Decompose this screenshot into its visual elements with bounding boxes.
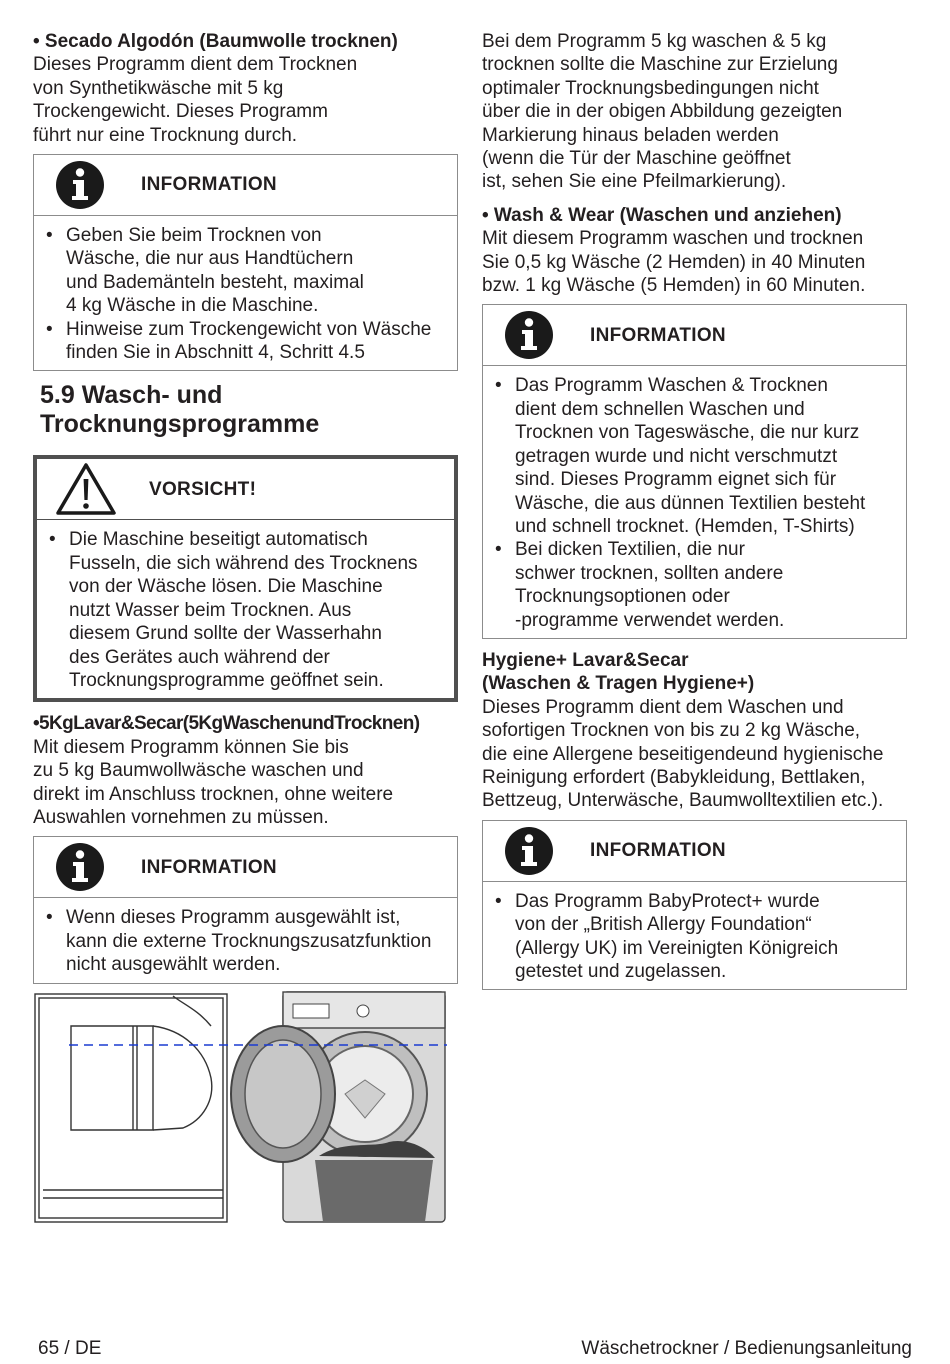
info-box-list	[34, 898, 457, 982]
info-box-header	[483, 305, 906, 366]
info-box-title: INFORMATION	[590, 840, 726, 862]
info-box-list	[483, 366, 906, 637]
caution-box-header	[37, 459, 454, 520]
warning-triangle-icon	[55, 462, 117, 516]
washer-front-view	[231, 992, 445, 1222]
right-column	[482, 30, 907, 990]
info-box-title: INFORMATION	[590, 324, 726, 346]
cotton-dry-heading: • Secado Algodón (Baumwolle trocknen)	[33, 31, 398, 52]
info-box-header	[34, 837, 457, 898]
wash-wear-text: Mit diesem Programm waschen und trocknen Sie 0,5 kg Wäsche (2 Hemden) in 40 Minuten bzw. 1 kg Wäsche (5 Hemden) in 60 Minuten.	[482, 228, 866, 297]
info-box-header	[483, 821, 906, 882]
info-box	[33, 154, 458, 371]
machine-load-illustration	[33, 990, 447, 1224]
wash-dry-5kg-heading: •5KgLavar&Secar(5KgWaschenundTrocknen)	[33, 713, 420, 735]
page-number: 65 / DE	[38, 1338, 102, 1359]
info-box-title: INFORMATION	[141, 856, 277, 878]
list-item: • Die Maschine beseitigt automatisch Fusseln, die sich während des Trocknens von der Wäsche lösen. Die Maschine nutzt Wasser beim Trocknen. Aus diesem Grund sollte der Wasserhahn des Gerätes auch während der Trocknungsprogramme geöffnet sein.	[69, 528, 446, 692]
info-box	[33, 836, 458, 983]
drum-side-view	[35, 994, 227, 1222]
info-icon	[55, 842, 105, 892]
list-item: • Das Programm BabyProtect+ wurde von der „British Allergy Foundation“ (Allergy UK) im Vereinigten Königreich getestet und zugelassen.	[515, 890, 898, 984]
wash-wear-heading: • Wash & Wear (Waschen und anziehen)	[482, 204, 842, 226]
list-item: • Das Programm Waschen & Trocknen dient dem schnellen Waschen und Trocknen von Tageswäsche, die nur kurz getragen wurde und nicht verschmutzt sind. Dieses Programm eignet sich für Wäsche, die aus dünnen Textilien besteht und schnell trocknet. (Hemden, T-Shirts)	[515, 374, 898, 538]
info-box-header	[34, 155, 457, 216]
left-column	[33, 30, 458, 984]
info-icon	[504, 310, 554, 360]
info-box-title: INFORMATION	[141, 174, 277, 196]
info-box	[482, 304, 907, 638]
caution-list	[37, 520, 454, 698]
hygiene-text: Dieses Programm dient dem Waschen und sofortigen Trocknen von bis zu 2 kg Wäsche, die eine Allergene beseitigendeund hygienische Reinigung erfordert (Babykleidung, Bettlaken, Bettzeug, Unterwäsche, Baumwolltextilien etc.).	[482, 696, 884, 812]
cotton-dry-text: Dieses Programm dient dem Trocknen von Synthetikwäsche mit 5 kg Trockengewicht. Dieses Programm führt nur eine Trocknung durch.	[33, 54, 358, 146]
wash-dry-5kg-text: Mit diesem Programm können Sie bis zu 5 kg Baumwollwäsche waschen und direkt im Anschluss trocknen, ohne weitere Auswahlen vornehmen zu müssen.	[33, 736, 394, 828]
list-item: • Bei dicken Textilien, die nur schwer trocknen, sollten andere Trocknungsoptionen oder -programme verwendet werden.	[515, 538, 898, 632]
hygiene-heading: Hygiene+ Lavar&Secar (Waschen & Tragen Hygiene+)	[482, 649, 755, 695]
list-item: • Wenn dieses Programm ausgewählt ist, kann die externe Trocknungszusatzfunktion nicht ausgewählt werden.	[66, 906, 449, 976]
list-item: • Geben Sie beim Trocknen von Wäsche, die nur aus Handtüchern und Bademänteln besteht, maximal 4 kg Wäsche in die Maschine.	[66, 224, 449, 318]
caution-box	[33, 455, 458, 702]
section-title: 5.9 Wasch- und Trocknungsprogramme	[40, 381, 320, 439]
list-item: • Hinweise zum Trockengewicht von Wäsche finden Sie in Abschnitt 4, Schritt 4.5	[66, 318, 449, 365]
load-note-text: Bei dem Programm 5 kg waschen & 5 kg trocknen sollte die Maschine zur Erzielung optimaler Trocknungsbedingungen nicht über die in der obigen Abbildung gezeigten Markierung hinaus beladen werden (wenn die Tür der Maschine geöffnet ist, sehen Sie eine Pfeilmarkierung).	[482, 31, 843, 193]
caution-title: VORSICHT!	[149, 478, 257, 500]
footer-title: Wäschetrockner / Bedienungsanleitung	[581, 1338, 912, 1359]
info-box	[482, 820, 907, 991]
info-icon	[55, 160, 105, 210]
info-icon	[504, 826, 554, 876]
info-box-list	[34, 216, 457, 370]
info-box-list	[483, 882, 906, 990]
